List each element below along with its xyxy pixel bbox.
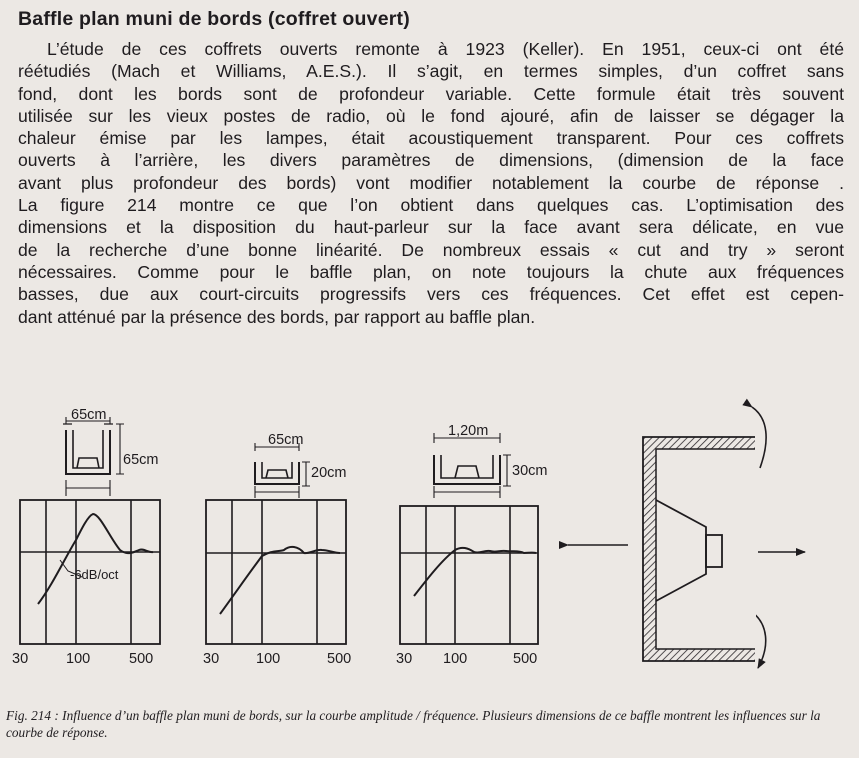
graph-3-tick-30: 30	[396, 651, 413, 667]
cabinet-2-width-label: 65cm	[268, 432, 304, 448]
cabinet-1-sketch	[63, 417, 124, 496]
cabinet-3-depth-label: 30cm	[512, 463, 548, 479]
response-graph-2	[206, 500, 346, 644]
response-graph-3	[400, 506, 538, 644]
graph-2-tick-500: 500	[327, 651, 352, 667]
paragraph-line: nécessaires. Comme pour le baffle plan, on note toujours la chute aux fréquences	[18, 261, 844, 282]
cabinet-3-sketch	[434, 433, 511, 498]
graph-3-tick-500: 500	[513, 651, 538, 667]
graph-2-tick-30: 30	[203, 651, 220, 667]
paragraph-line: avant plus profondeur des bords) vont modifier notablement la courbe de réponse .	[18, 172, 844, 193]
paragraph-line: basses, due aux court-circuits progressifs vers ces fréquences. Cet effet est cepen-	[18, 284, 844, 305]
paragraph-line: L’étude de ces coffrets ouverts remonte à 1923 (Keller). En 1951, ceux-ci ont été	[47, 39, 844, 59]
page-title: Baffle plan muni de bords (coffret ouvert)	[18, 8, 410, 30]
slope-label: -6dB/oct	[70, 567, 119, 582]
graph-1-tick-500: 500	[129, 651, 154, 667]
paragraph-line: de la recherche d’une bonne linéarité. De nombreux essais « cut and try » seront	[18, 239, 844, 260]
paragraph-line: dimensions et la disposition du haut-parleur sur la face avant sera délicate, en vue	[18, 217, 844, 238]
paragraph-line: réétudiés (Mach et Williams, A.E.S.). Il s’agit, en termes simples, d’un coffret sans	[18, 61, 844, 82]
paragraph-line: La figure 214 montre ce que l’on obtient dans quelques cas. L’optimisation des	[18, 195, 844, 216]
cabinet-1-depth-label: 65cm	[123, 452, 159, 468]
response-curve-3	[414, 548, 536, 596]
cabinet-3-width-label: 1,20m	[448, 423, 489, 439]
cabinet-2-sketch	[255, 443, 310, 498]
paragraph-line: fond, dont les bords sont de profondeur variable. Cette formule était très souvent	[18, 83, 844, 104]
figure-caption: Fig. 214 : Influence d’un baffle plan muni de bords, sur la courbe amplitude / fréquence. Plusieurs dimensions de ce baffle montrent les influences sur la courbe de réponse.	[6, 708, 821, 740]
paragraph-line: dant atténué par la présence des bords, par rapport au baffle plan.	[18, 306, 536, 327]
body-paragraph	[18, 38, 844, 328]
paragraph-line: chaleur émise par les lampes, était acoustiquement transparent. Pour ces coffrets	[18, 128, 844, 149]
graph-3-tick-100: 100	[443, 651, 468, 667]
cabinet-1-width-label: 65cm	[71, 407, 107, 423]
cabinet-2-depth-label: 20cm	[311, 465, 347, 481]
response-curve-2	[220, 547, 340, 614]
graph-2-tick-100: 100	[256, 651, 281, 667]
figure-214	[0, 380, 859, 702]
paragraph-line: utilisée sur les vieux postes de radio, où le fond ajouré, afin de laisser se dégager la	[18, 105, 844, 126]
paragraph-line: ouverts à l’arrière, les divers paramètres de dimensions, (dimension de la face	[18, 150, 844, 171]
response-curve-1	[38, 514, 153, 604]
graph-1-tick-30: 30	[12, 651, 29, 667]
graph-1-tick-100: 100	[66, 651, 91, 667]
open-back-cabinet	[568, 407, 805, 668]
